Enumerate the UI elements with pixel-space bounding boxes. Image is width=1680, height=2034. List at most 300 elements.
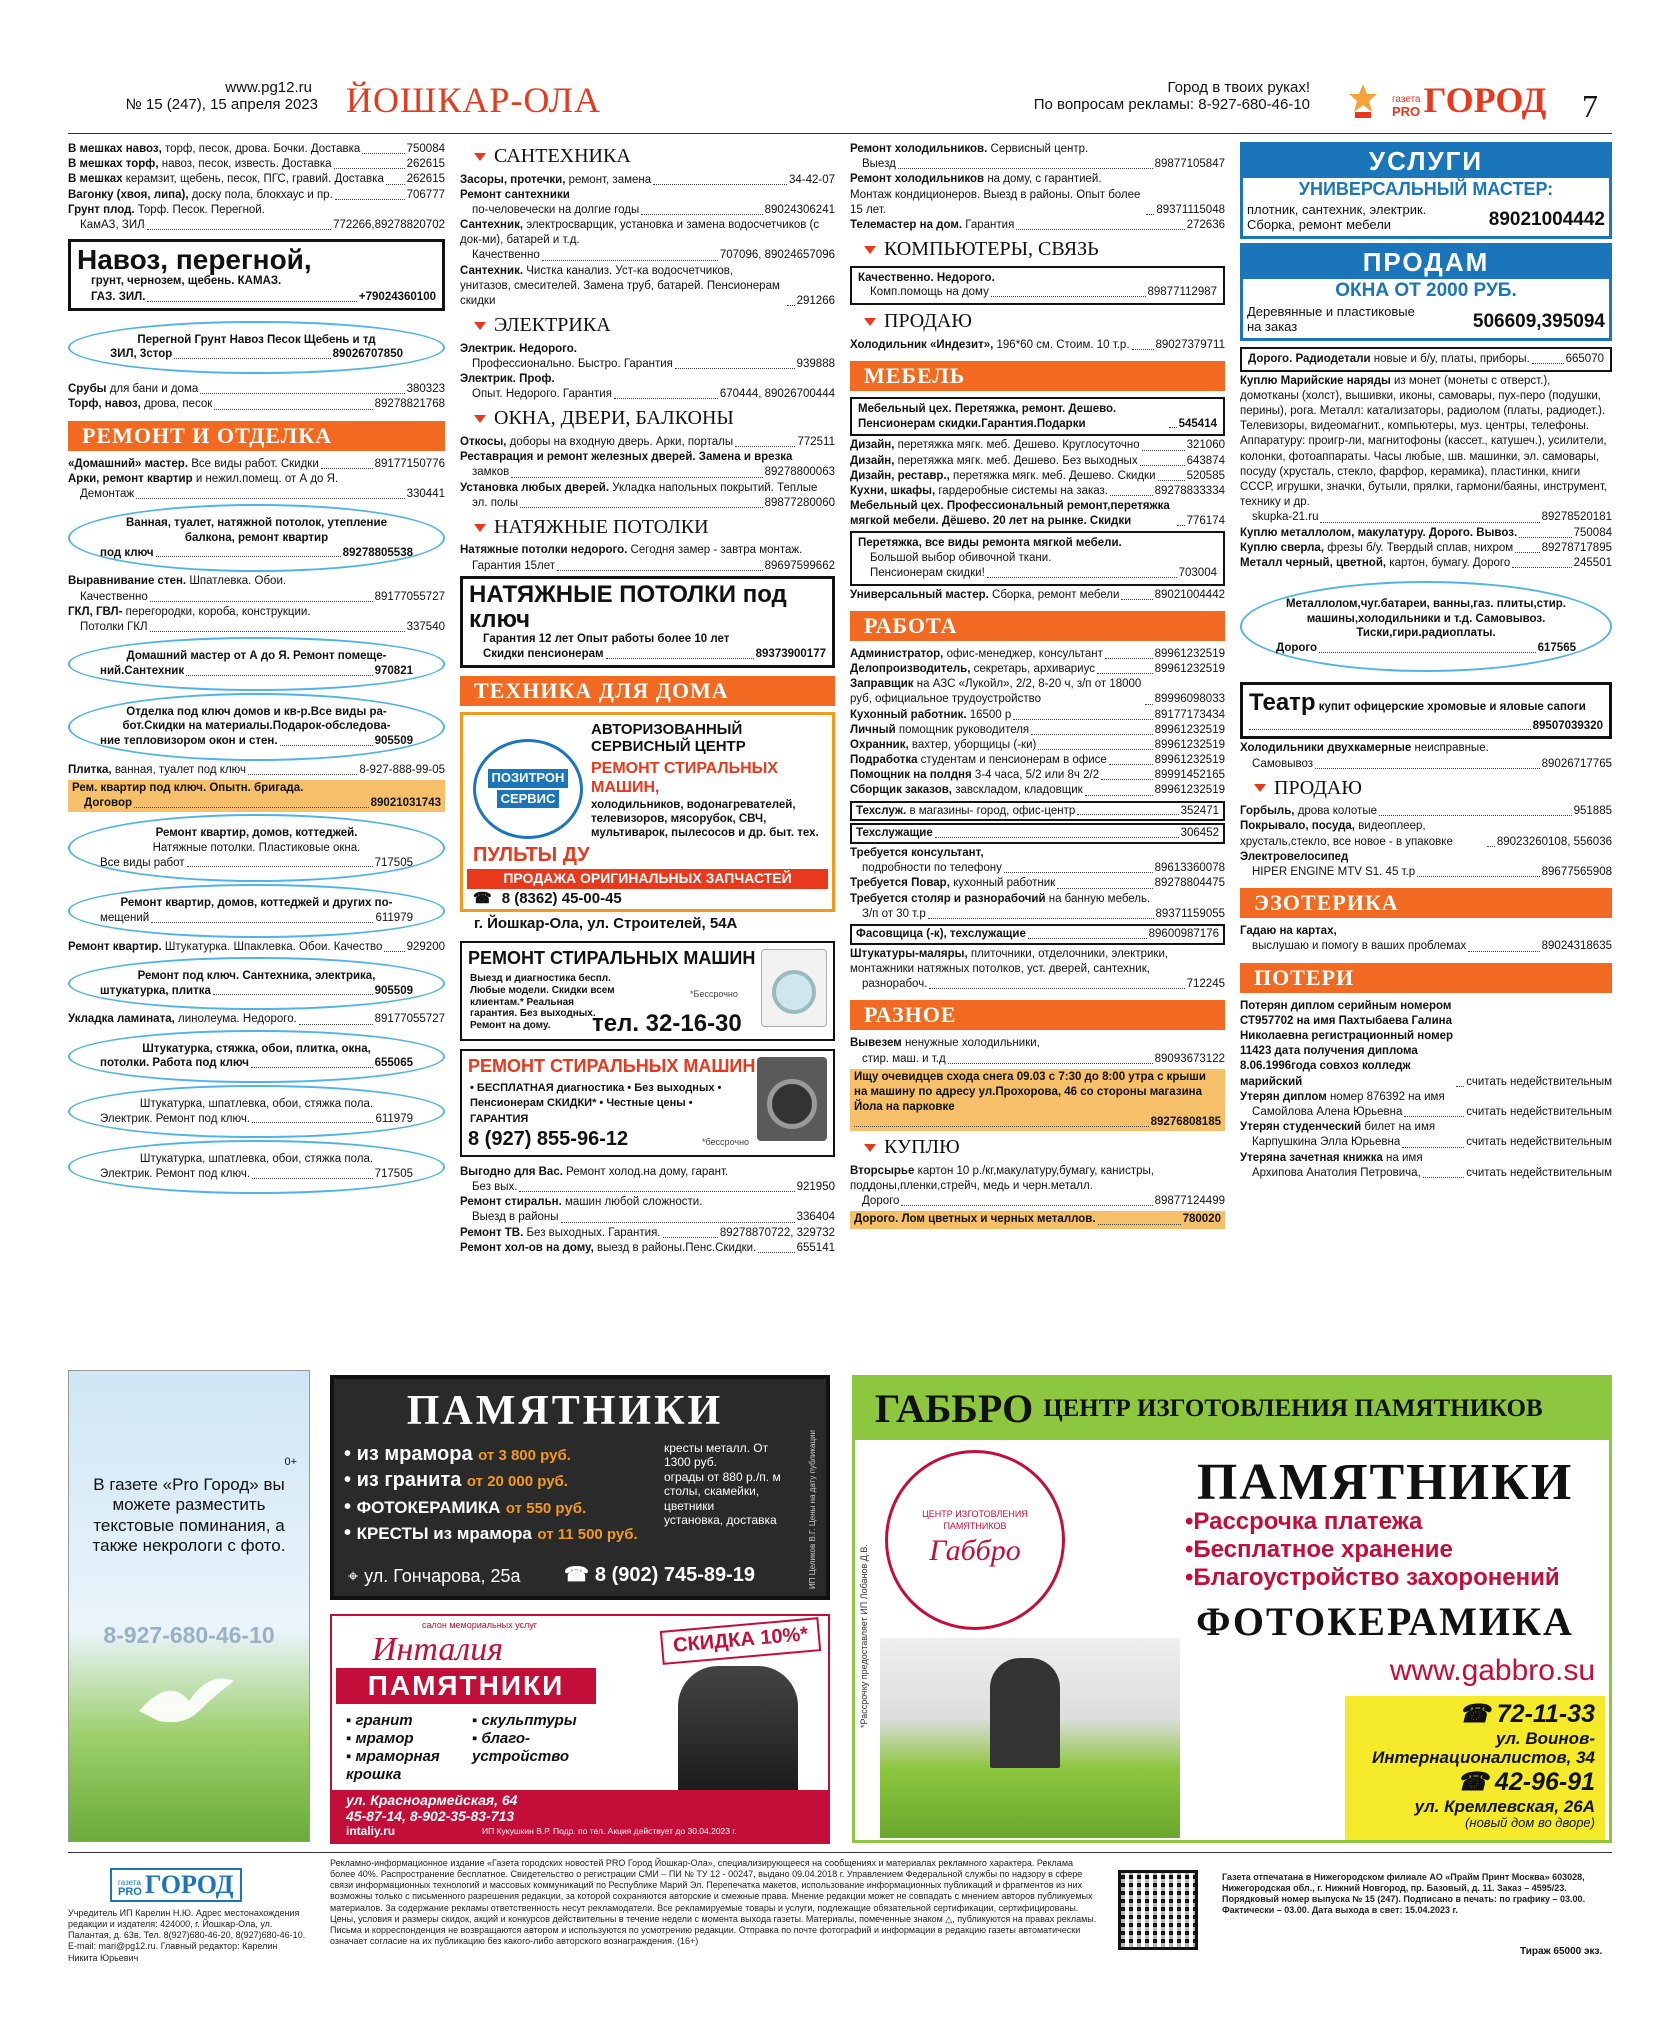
classified-row bbox=[460, 264, 835, 310]
classified-row bbox=[460, 1241, 835, 1256]
ad-item: скульптуры bbox=[481, 1712, 577, 1729]
ad-text: Выезд и диагностика беспл. Любые модели. Скидки всем клиентам.* Реальная гарантия. Без выходных. Ремонт на дому. bbox=[470, 972, 615, 1032]
ad-item: установка, доставка bbox=[664, 1512, 777, 1527]
triangle-icon bbox=[864, 1144, 876, 1152]
classified-row bbox=[460, 1226, 835, 1241]
ad-text: доборы на входную дверь. Арки, порталы bbox=[506, 436, 734, 449]
ad-text: Выезд в районы bbox=[472, 1211, 559, 1224]
section-plumbing bbox=[474, 144, 835, 170]
ad-text: Перетяжка, все виды ремонта мягкой мебели. bbox=[858, 537, 1122, 550]
ad-title: «Домашний» мастер. bbox=[68, 457, 189, 470]
washing-machine-icon bbox=[761, 949, 827, 1027]
oval-ad bbox=[68, 504, 445, 572]
phone[interactable]: 970821 bbox=[374, 664, 413, 677]
gabbro-banner bbox=[852, 1375, 1612, 1843]
phone[interactable]: 89278821768 bbox=[374, 398, 445, 411]
classified-row bbox=[850, 484, 1225, 499]
ad-text: Демонтаж bbox=[80, 488, 135, 501]
ad-text: ний.Сантехник bbox=[100, 664, 185, 677]
ad-text: разнорабоч. bbox=[862, 978, 928, 991]
phone[interactable]: 712245 bbox=[1186, 978, 1225, 991]
ad-text: Ремонт квартир, домов, коттеджей. bbox=[155, 827, 358, 840]
ad-text: торф, песок, дрова. Бочки. Доставка bbox=[161, 143, 361, 155]
ad-text: Штукатурка. Шпаклевка. Обои. Качество bbox=[161, 940, 383, 953]
ad-row bbox=[77, 290, 436, 305]
ad-title: Гадаю на картах, bbox=[1240, 925, 1337, 938]
ad-subtitle: ЦЕНТР ИЗГОТОВЛЕНИЯ ПАМЯТНИКОВ bbox=[1043, 1395, 1543, 1422]
phone[interactable]: 89021004442 bbox=[1488, 208, 1605, 230]
ad-title: Ремонт квартир. bbox=[68, 940, 162, 953]
triangle-icon bbox=[864, 318, 876, 326]
classified-row bbox=[1240, 757, 1612, 772]
ad-title: НАТЯЖНЫЕ ПОТОЛКИ под ключ bbox=[469, 580, 787, 633]
classified-row bbox=[460, 481, 835, 496]
ad-item: из гранита bbox=[356, 1469, 462, 1492]
ad-text: Все виды работ. Скидки bbox=[188, 457, 319, 470]
phone[interactable]: 89961232519 bbox=[1154, 784, 1225, 797]
ad-item: мрамор bbox=[355, 1730, 414, 1747]
phone[interactable]: 89877112987 bbox=[1147, 286, 1217, 299]
phone[interactable]: ☎ 72-11-33 bbox=[1458, 1700, 1595, 1728]
price: от 11 500 руб. bbox=[537, 1526, 638, 1544]
logo-text: ПОЗИТРОН bbox=[488, 769, 569, 788]
ad-title: РЕМОНТ СТИРАЛЬНЫХ МАШИН bbox=[468, 1055, 756, 1076]
phone[interactable]: 611979 bbox=[375, 912, 413, 925]
ad-title: Ремонт хол-ов на дому, bbox=[460, 1241, 594, 1254]
classified-row bbox=[850, 454, 1225, 469]
classified-row bbox=[850, 469, 1225, 484]
ad-text: Потолки ГКЛ bbox=[80, 620, 148, 633]
phone[interactable]: 89961232519 bbox=[1154, 663, 1225, 676]
phone[interactable]: 655141 bbox=[796, 1241, 835, 1254]
ad-title: Личный bbox=[850, 723, 896, 736]
ad-title: Требуется Повар, bbox=[850, 877, 950, 890]
ad-text: Домашний мастер от А до Я. Ремонт помеще- bbox=[126, 650, 387, 663]
ad-text: Металлолом,чуг.батареи, ванны,газ. плиты,стир. машины,холодильники и т.д. Самовывоз. Тиски,гири.радиоплаты. bbox=[1285, 598, 1567, 640]
phone[interactable]: считать недействительным bbox=[1466, 1075, 1612, 1088]
phone[interactable]: 929200 bbox=[406, 940, 445, 953]
classified-row bbox=[68, 203, 445, 218]
phone[interactable]: 611979 bbox=[375, 1112, 413, 1125]
section-tech: ТЕХНИКА ДЛЯ ДОМА bbox=[460, 676, 835, 706]
ad-title: Вторсырье bbox=[850, 1164, 915, 1177]
classified-row bbox=[1240, 741, 1612, 756]
work-box-ad bbox=[850, 823, 1225, 844]
classified-row bbox=[850, 677, 1225, 707]
obituary-banner bbox=[68, 1370, 310, 1842]
phone[interactable]: 89278804475 bbox=[1154, 877, 1225, 890]
ad-text: на имя bbox=[1382, 1151, 1423, 1164]
highlight-ad bbox=[850, 1211, 1225, 1228]
grave-image bbox=[880, 1638, 1180, 1838]
phone[interactable]: считать недействительным bbox=[1466, 1105, 1612, 1118]
classified-row bbox=[850, 218, 1225, 233]
ad-title: В мешках навоз, bbox=[68, 143, 162, 155]
ad-title: Торф, навоз, bbox=[68, 398, 141, 411]
logo-icon bbox=[1345, 82, 1381, 120]
issue-info: № 15 (247), 15 апреля 2023 bbox=[125, 95, 318, 113]
section-title: ПРОДАЮ bbox=[1274, 776, 1362, 799]
ad-text: Самовывоз bbox=[1252, 757, 1314, 770]
phone[interactable]: 617565 bbox=[1537, 642, 1576, 655]
ad-text: Гарантия 12 лет Опыт работы более 10 лет bbox=[483, 633, 730, 646]
ad-text: Качественно bbox=[80, 590, 148, 603]
logo-word-pro: PRO bbox=[118, 1886, 142, 1898]
triangle-icon bbox=[474, 153, 486, 161]
ad-text: билет на имя bbox=[1361, 1121, 1436, 1134]
classified-row bbox=[850, 499, 1225, 529]
slogan: Город в твоих руках! bbox=[1167, 79, 1310, 96]
classified-row bbox=[68, 157, 445, 172]
ad-text: Скидки пенсионерам bbox=[483, 647, 604, 660]
phone[interactable]: 89021031743 bbox=[370, 797, 441, 809]
classified-row bbox=[460, 203, 835, 218]
classified-row bbox=[68, 382, 445, 397]
manure-box-ad bbox=[68, 239, 445, 311]
classified-row bbox=[850, 753, 1225, 768]
ad-title: Потерян диплом серийным номером СТ957702 на имя Пахтыбаева Галина Николаевна регистрационный номер 11423 дата получения диплома 8.06.1996года совхоз колледж марийский bbox=[1240, 999, 1454, 1088]
classified-row bbox=[850, 1052, 1225, 1067]
classified-row bbox=[460, 1180, 835, 1195]
furniture-box-ad bbox=[850, 397, 1225, 436]
phone[interactable]: считать недействительным bbox=[1466, 1136, 1612, 1149]
ad-text: Ремонт под ключ. Сантехника, электрика, bbox=[137, 969, 376, 982]
ad-title: Холодильники двухкамерные bbox=[1240, 742, 1412, 755]
ad-title: Электрик. Проф. bbox=[460, 373, 555, 386]
phone[interactable]: 89177150776 bbox=[374, 457, 445, 470]
phone[interactable]: 89961232519 bbox=[1154, 647, 1225, 660]
phone[interactable]: 8-927-680-46-10 bbox=[103, 1622, 275, 1648]
windows-sale-ad bbox=[1240, 243, 1612, 341]
website-link[interactable]: www.gabbro.su bbox=[1389, 1654, 1595, 1687]
washing-machine-icon bbox=[757, 1057, 827, 1141]
phone[interactable]: 921950 bbox=[796, 1181, 835, 1194]
city-title: ЙОШКАР-ОЛА bbox=[346, 80, 601, 120]
phone[interactable]: 89613360078 bbox=[1154, 862, 1225, 875]
ad-text: новые и б/у, платы, приборы. bbox=[1370, 353, 1530, 366]
footer-logo bbox=[110, 1868, 242, 1902]
phone[interactable]: 8 (902) 745-89-19 bbox=[594, 1564, 756, 1586]
oval-ad bbox=[1240, 581, 1612, 672]
classified-row bbox=[1240, 1166, 1612, 1181]
classified-row bbox=[850, 892, 1225, 907]
ad-title: Заправщик bbox=[850, 678, 914, 691]
ad-banner-strip: ПРОДАЖА ОРИГИНАЛЬНЫХ ЗАПЧАСТЕЙ bbox=[467, 869, 828, 889]
phone[interactable]: 89177173434 bbox=[1154, 708, 1225, 721]
ad-title: Плитка, bbox=[68, 763, 112, 776]
phone[interactable]: 89023260108, 556036 bbox=[1496, 835, 1612, 848]
ad-text: картон, бумагу. Дорого bbox=[1386, 556, 1511, 569]
ad-text: ванная, туалет под ключ bbox=[111, 763, 247, 776]
phone[interactable]: 336404 bbox=[796, 1211, 835, 1224]
website-link[interactable]: intaliy.ru bbox=[346, 1824, 396, 1838]
phone[interactable]: 89877124499 bbox=[1154, 1195, 1225, 1208]
ad-text: Качественно bbox=[472, 249, 540, 262]
phone[interactable]: 34-42-07 bbox=[788, 173, 835, 186]
classified-row bbox=[68, 487, 445, 502]
phone[interactable]: 89961232519 bbox=[1154, 723, 1225, 736]
ad-text: Ищу очевидцев схода снега 09.03 с 7:30 до 8:00 утра с крыши на машину по адресу ул.Прохорова, 46 со стороны магазина Йола на парковке bbox=[854, 1070, 1206, 1114]
classified-row bbox=[1240, 374, 1612, 511]
qr-code-icon[interactable] bbox=[1118, 1870, 1198, 1950]
ad-title: Дизайн, bbox=[850, 439, 895, 452]
phone-icon: ☎ bbox=[564, 1564, 589, 1586]
ad-text: из монет (монеты с отверст.), домотканы (холст), вышивки, иконы, самовары, пух-перо (подушки, перины), рога. Металл: катализаторы, радиолом (платы, радиодет.). Телевизоры, видеомагнит., компьютеры, муз. центры, телефоны. Аппаратуру: проигр-ли, магнитофоны (кассет., катушеч.), усилители, колонки, фотоаппараты. Часы любые, шв. машинки, эл. самовары, посуду (хрусталь, стекло, фарфор, керамика), пластинки, книги СССР, игрушки, значки, бутыли, прялки, гармони/баяны, инструмент, технику и др. bbox=[1240, 374, 1608, 509]
ad-text: купит офицерские хромовые и яловые сапоги bbox=[1315, 700, 1586, 713]
phone[interactable]: 89276808185 bbox=[1150, 1116, 1221, 1129]
phone[interactable]: 905509 bbox=[374, 734, 413, 747]
section-title: КОМПЬЮТЕРЫ, СВЯЗЬ bbox=[884, 238, 1099, 261]
ad-text: Без вых. bbox=[472, 1181, 518, 1194]
washer-repair-ad-2 bbox=[460, 1049, 835, 1157]
phone[interactable]: 643874 bbox=[1186, 454, 1225, 467]
ad-item: столы, скамейки, цветники bbox=[664, 1484, 760, 1513]
ad-title: Театр bbox=[1249, 688, 1316, 716]
oval-ad bbox=[68, 321, 445, 374]
phone[interactable]: 272636 bbox=[1186, 218, 1225, 231]
discount-badge: СКИДКА 10%* bbox=[660, 1617, 822, 1664]
computer-box-ad bbox=[850, 266, 1225, 305]
phone[interactable]: 717505 bbox=[374, 1168, 413, 1181]
phone[interactable]: 89697599662 bbox=[764, 559, 835, 572]
classified-row bbox=[68, 605, 445, 620]
classified-row bbox=[68, 172, 445, 187]
ad-title: ПРОДАМ bbox=[1243, 246, 1609, 279]
phone[interactable]: тел. 32-16-30 bbox=[592, 1009, 742, 1037]
phone[interactable]: 951885 bbox=[1573, 805, 1612, 818]
phone[interactable]: 89278717895 bbox=[1541, 541, 1612, 554]
column-3 bbox=[850, 142, 1225, 1229]
ad-item: мраморная крошка bbox=[346, 1748, 440, 1783]
phone[interactable]: 380323 bbox=[406, 383, 445, 396]
logo-text: СЕРВИС bbox=[497, 790, 560, 809]
address: ул. Красноармейская, 64 bbox=[346, 1792, 518, 1808]
ad-title: АВТОРИЗОВАННЫЙ bbox=[591, 720, 743, 738]
phone[interactable]: 262615 bbox=[406, 158, 445, 171]
ad-item: •Бесплатное хранение bbox=[1185, 1535, 1453, 1563]
phone[interactable]: 520585 bbox=[1186, 469, 1225, 482]
classified-row bbox=[460, 543, 835, 558]
phone[interactable]: 89373900177 bbox=[755, 647, 826, 660]
oval-ad bbox=[68, 814, 445, 882]
phone[interactable]: 750084 bbox=[406, 143, 445, 155]
phone[interactable]: 703004 bbox=[1178, 566, 1217, 579]
classified-row bbox=[850, 876, 1225, 891]
ad-title: Кухонный работник. bbox=[850, 708, 967, 721]
classified-row bbox=[1240, 804, 1612, 819]
ad-text: замков bbox=[472, 466, 510, 479]
ad-text: электросварщик, установка и замена водосчетчиков (с док-ми), батарей и т.д. bbox=[460, 219, 820, 247]
classified-row bbox=[1240, 556, 1612, 571]
legal-info: Рекламно-информационное издание «Газета городских новостей PRO Город Йошкар-Ола», специализирующееся на сообщениях и материалах рекламного характера. Реклама более 40%. Распространение бесплатное. Свидетельство о регистрации СМИ – ПИ № ТУ 12 - 00247, выдано 09.04.2018 г. Управлением Федеральной службы по надзору в сфере связи информационных технологий и массовых коммуникаций по Республике Марий Эл. Перепечатка макетов, использование информационных публикаций и фрагментов из них возможны только с письменного разрешения редакции, за которой сохраняются авторские и смежные права. Мнение редакции может не совпадать с мнением авторов публикуемых материалов. За содержание рекламы ответственность несут рекламодатели. Все рекламируемые товары и услуги, подлежащие обязательной сертификации, сертифицированы. Цены, условия и размеры скидок, акций и конкурсов действительны в течение недели с момента выхода газеты. Материалы, помеченные знаком △, публикуются на правах рекламы. Письма и корреспонденция не возвращаются автором и используются по усмотрению редакции. Отправка по почте фотографий и информации в редакцию газеты автоматически означает согласие на их публикацию без какого-либо авторского вознаграждения. (16+) bbox=[330, 1858, 1097, 1947]
ad-text: номер 876392 на имя bbox=[1326, 1090, 1445, 1103]
phone[interactable]: 89093673122 bbox=[1154, 1052, 1225, 1065]
phone[interactable]: 89027379711 bbox=[1155, 338, 1225, 351]
ad-title: Телемастер на дом. bbox=[850, 218, 963, 231]
ad-title: Арки, ремонт квартир bbox=[68, 472, 193, 485]
phone[interactable]: ☎ 42-96-91 bbox=[1456, 1767, 1595, 1796]
phone[interactable]: 89278805538 bbox=[342, 546, 413, 559]
phone[interactable]: 89177055727 bbox=[374, 590, 445, 603]
ad-text: Штукатурка, шпатлевка, обои, стяжка пола. bbox=[139, 1153, 374, 1166]
phone[interactable]: 89961232519 bbox=[1154, 738, 1225, 751]
ad-text: перетяжка мягк. меб. Дешево. Круглосуточно bbox=[894, 439, 1140, 452]
ad-text: офис-менеджер, консультант bbox=[943, 647, 1103, 660]
phone[interactable]: +79024360100 bbox=[358, 290, 436, 303]
ad-note: *Бессрочно bbox=[690, 988, 738, 999]
classified-row bbox=[850, 662, 1225, 677]
phone[interactable]: 655065 bbox=[374, 1057, 413, 1070]
phone[interactable]: 89877105847 bbox=[1154, 158, 1225, 171]
ad-text: Электрик. Ремонт под ключ. bbox=[100, 1168, 251, 1181]
ad-text: плиточники, отделочники, электрики, монтажники натяжных потолков, уст. дверей, сантехник, bbox=[850, 947, 1169, 975]
phone[interactable]: 905509 bbox=[374, 984, 413, 997]
phone[interactable]: 45-87-14, 8-902-35-83-713 bbox=[346, 1808, 515, 1824]
header-right bbox=[1000, 80, 1310, 128]
ad-text: Шпатлевка. Обои. bbox=[186, 575, 287, 588]
classified-row bbox=[850, 1194, 1225, 1209]
ad-title: Сантехник, bbox=[460, 219, 524, 232]
phone[interactable]: 89677565908 bbox=[1541, 865, 1612, 878]
phone[interactable]: 665070 bbox=[1565, 353, 1604, 366]
phone[interactable]: 89024318635 bbox=[1541, 940, 1612, 953]
phone[interactable]: 352471 bbox=[1180, 804, 1219, 817]
ad-text: В газете «Pro Город» вы можете разместить текстовые поминания, а также некрологи с фото. bbox=[92, 1475, 286, 1556]
section-misc: РАЗНОЕ bbox=[850, 1000, 1225, 1030]
classified-row bbox=[460, 173, 835, 188]
ad-text: штукатурка, плитка bbox=[100, 984, 211, 997]
phone[interactable]: 89026717765 bbox=[1541, 757, 1612, 770]
phone[interactable]: 89278870722, 329732 bbox=[719, 1226, 835, 1239]
phone[interactable]: 262615 bbox=[406, 173, 445, 186]
phone[interactable]: 89026707850 bbox=[332, 348, 403, 361]
phone[interactable]: 291266 bbox=[796, 294, 835, 307]
column-1 bbox=[68, 142, 445, 1194]
phone[interactable]: 8 (927) 855-96-12 bbox=[468, 1127, 629, 1150]
phone[interactable]: считать недействительным bbox=[1466, 1166, 1612, 1179]
highlight-ad bbox=[850, 1069, 1225, 1132]
price: от 3 800 руб. bbox=[478, 1447, 571, 1464]
ad-text: перетяжка мягк. меб. Дешево. Без выходных bbox=[894, 454, 1138, 467]
phone[interactable]: 776174 bbox=[1186, 515, 1225, 528]
phone[interactable]: 939888 bbox=[796, 357, 835, 370]
price: от 20 000 руб. bbox=[466, 1473, 568, 1491]
ad-text: завскладом, кладовщик bbox=[952, 784, 1083, 797]
classified-row bbox=[460, 1210, 835, 1225]
classified-row bbox=[68, 1012, 445, 1027]
classified-row bbox=[1240, 1105, 1612, 1120]
phone[interactable]: 330441 bbox=[406, 488, 445, 501]
washer-repair-ad-1 bbox=[460, 941, 835, 1041]
ad-text: навоз, песок, известь. Доставка bbox=[158, 158, 332, 171]
classified-row bbox=[1240, 510, 1612, 525]
phone[interactable]: 750084 bbox=[1573, 526, 1612, 539]
phone[interactable]: 670444, 89026700444 bbox=[719, 388, 835, 401]
phone[interactable]: 717505 bbox=[374, 856, 413, 869]
classified-row bbox=[1240, 999, 1612, 1090]
phone[interactable]: 89278833334 bbox=[1154, 484, 1225, 497]
ad-text: Гарантия 15лет bbox=[472, 559, 556, 572]
classified-row bbox=[460, 435, 835, 450]
phone[interactable]: 337540 bbox=[406, 620, 445, 633]
ad-text: Чистка канализ. Уст-ка водосчетчиков, унитазов, смесителей. Замена труб, батарей. Пенсионерам скидки bbox=[460, 264, 780, 307]
phone[interactable]: 780020 bbox=[1182, 1213, 1221, 1226]
phone[interactable]: 89507039320 bbox=[1532, 719, 1603, 732]
phone[interactable]: 89600987176 bbox=[1148, 927, 1219, 940]
classified-row bbox=[850, 438, 1225, 453]
phone[interactable]: 321060 bbox=[1186, 439, 1225, 452]
phone[interactable]: 306452 bbox=[1180, 827, 1219, 840]
phone[interactable]: 89371115048 bbox=[1156, 203, 1225, 216]
intalia-banner: салон мемориальных услуг Инталия ПАМЯТНИКИ ▪ гранит ▪ мрамор ▪ мраморная крошка ▪ скульптуры ▪ благо-устройство СКИДКА 10%* ул. Красноармейская, 64 45-87-14, 8-902-35-83-713 intaliy.ru ИП Кукушкин В.Р. Подр. по тел. Акция действует до 30.04.2023 г. bbox=[330, 1614, 830, 1844]
phone[interactable]: 706777 bbox=[406, 188, 445, 201]
section-furniture: МЕБЕЛЬ bbox=[850, 361, 1225, 391]
phone[interactable]: 89024306241 bbox=[764, 203, 835, 216]
ad-text: по-человечески на долгие годы bbox=[472, 203, 640, 216]
site-link[interactable]: www.pg12.ru bbox=[225, 79, 312, 96]
phone[interactable]: 89877280060 bbox=[764, 496, 835, 509]
phone[interactable]: 89278520181 bbox=[1541, 511, 1612, 524]
ad-title: Укладка ламината, bbox=[68, 1013, 175, 1026]
phone[interactable]: 89278800063 bbox=[764, 466, 835, 479]
phone[interactable]: 772266,89278820702 bbox=[333, 218, 445, 231]
phone[interactable]: 545414 bbox=[1178, 417, 1217, 430]
classified-row bbox=[68, 142, 445, 157]
ad-text: Ремонт квартир, домов, коттеджей и других по- bbox=[120, 897, 393, 910]
ad-text: на банную мебель. bbox=[1045, 892, 1151, 905]
phone[interactable]: 89991452165 bbox=[1154, 769, 1225, 782]
phone[interactable]: 707096, 89024657096 bbox=[719, 249, 835, 262]
ad-text: HIPER ENGINE MTV S1. 45 т.р bbox=[1252, 865, 1416, 878]
ad-title: Дорого. Радиодетали bbox=[1248, 353, 1371, 366]
section-title: ЭЛЕКТРИКА bbox=[494, 314, 611, 337]
ad-text: Штукатурка, стяжка, обои, плитка, окна, bbox=[142, 1042, 371, 1055]
classified-row bbox=[460, 248, 835, 263]
ad-item: кресты металл. От 1300 руб. bbox=[664, 1441, 769, 1470]
phone[interactable]: 89961232519 bbox=[1154, 754, 1225, 767]
seal-ring-text: ЦЕНТР ИЗГОТОВЛЕНИЯ ПАМЯТНИКОВ bbox=[922, 1509, 1028, 1531]
phone[interactable]: 772511 bbox=[797, 436, 835, 449]
phone[interactable]: 89177055727 bbox=[374, 1013, 445, 1026]
classified-row bbox=[850, 768, 1225, 783]
ad-title: Требуется консультант, bbox=[850, 847, 984, 860]
phone[interactable]: 245501 bbox=[1573, 556, 1612, 569]
section-computers bbox=[864, 237, 1225, 263]
phone[interactable]: 89371159055 bbox=[1155, 907, 1225, 920]
phone[interactable]: 89996098033 bbox=[1154, 693, 1225, 706]
radio-parts-ad bbox=[1240, 347, 1612, 372]
ad-text: З/п от 30 т.р bbox=[862, 907, 926, 920]
classified-row bbox=[1240, 939, 1612, 954]
classified-row bbox=[1240, 865, 1612, 880]
ad-text: машин любой сложности. bbox=[561, 1196, 703, 1209]
classified-row bbox=[1240, 924, 1612, 939]
phone[interactable]: 8 (8362) 45-00-45 bbox=[501, 889, 622, 907]
ad-text: Большой выбор обивочной ткани. bbox=[870, 552, 1052, 565]
phone[interactable]: 506609,395094 bbox=[1472, 310, 1605, 332]
ad-title: Ремонт ТВ. bbox=[460, 1226, 524, 1239]
ad-title: Требуется столяр и разнорабочий bbox=[850, 892, 1046, 905]
section-esoteric: ЭЗОТЕРИКА bbox=[1240, 888, 1612, 918]
classified-row bbox=[68, 574, 445, 589]
phone[interactable]: 89021004442 bbox=[1154, 588, 1225, 601]
ad-title: Навоз, перегной, bbox=[77, 244, 312, 276]
classified-row bbox=[850, 723, 1225, 738]
ad-title: Сантехник. bbox=[460, 264, 524, 277]
ad-title: Администратор, bbox=[850, 647, 944, 660]
ad-title: ПАМЯТНИКИ bbox=[336, 1668, 596, 1704]
phone[interactable]: 8-927-888-99-05 bbox=[359, 763, 445, 776]
